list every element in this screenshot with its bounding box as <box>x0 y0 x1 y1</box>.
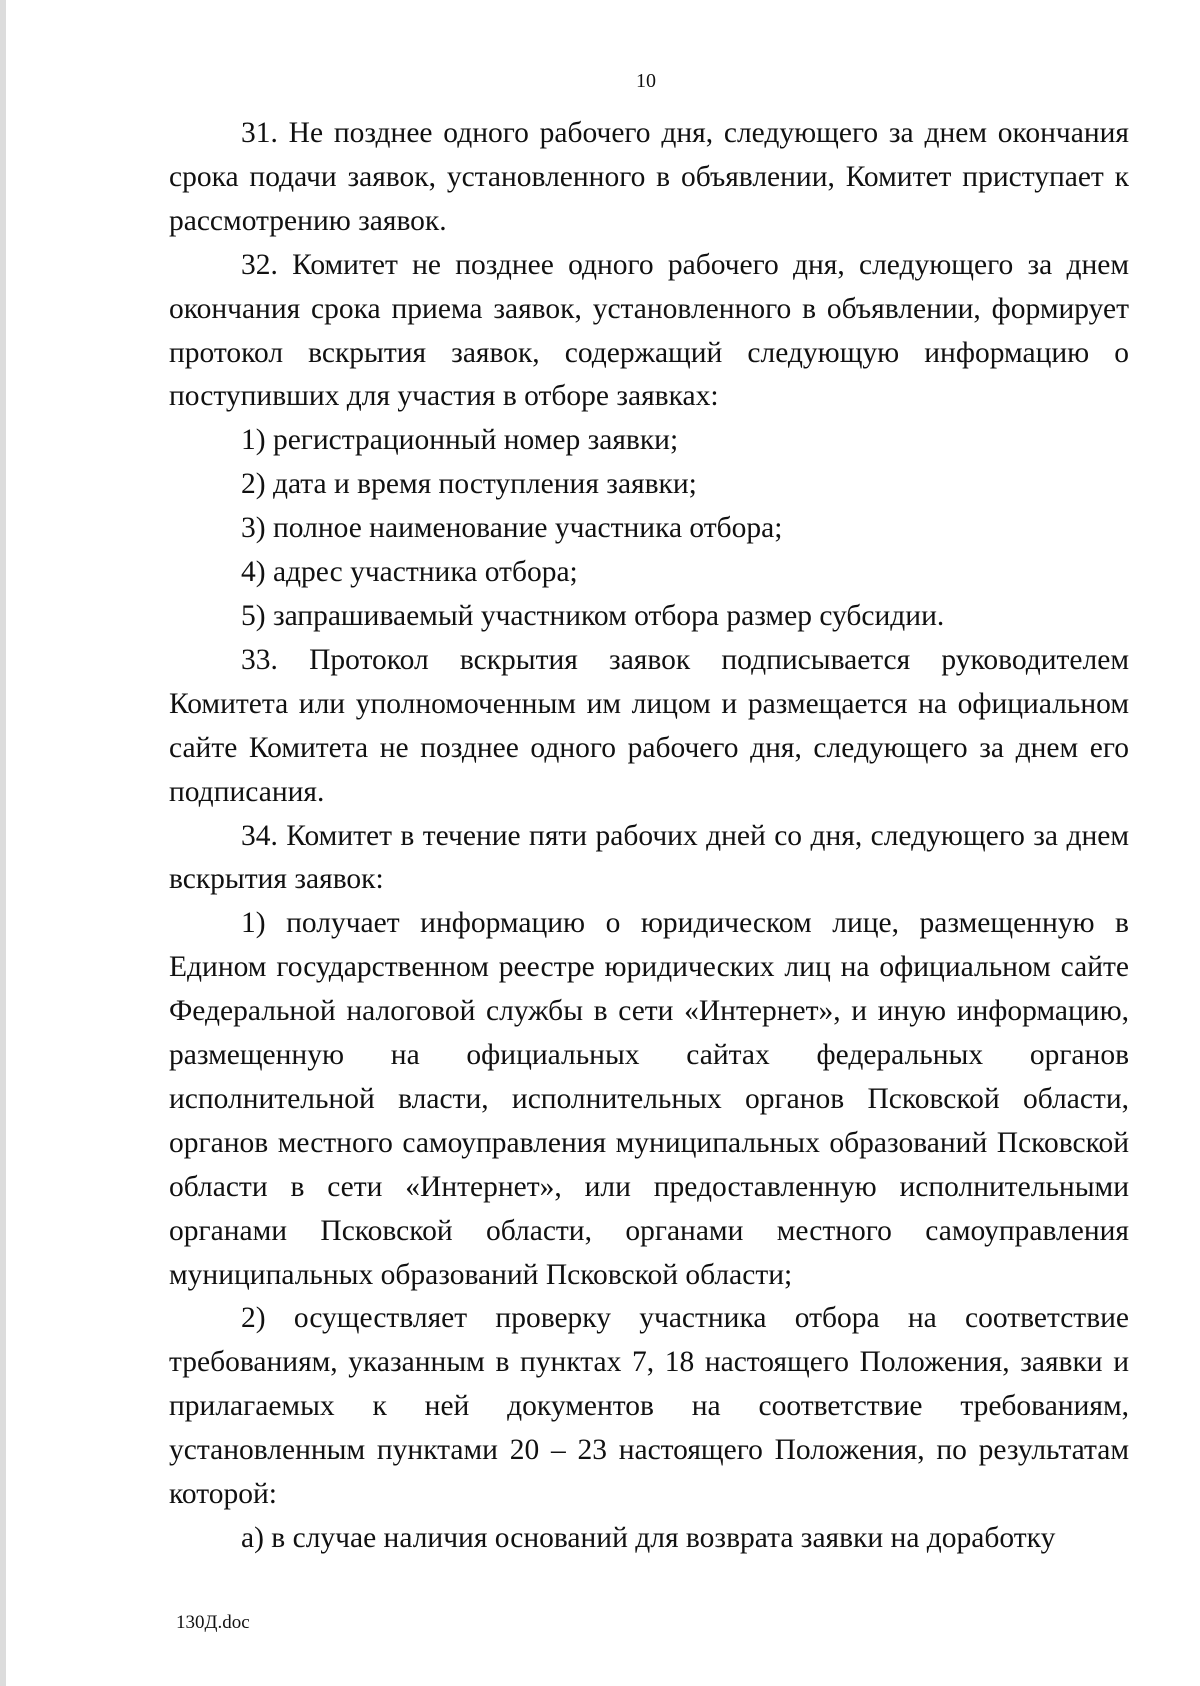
list-item: 4) адрес участника отбора; <box>241 556 578 589</box>
page-number: 10 <box>636 70 656 92</box>
list-item: 5) запрашиваемый участником отбора размер субсидии. <box>241 599 945 632</box>
footer-filename: 130Д.doc <box>176 1612 250 1633</box>
paragraph-34: 34. Комитет в течение пяти рабочих дней со дня, следующего за днем вскрытия заявок: <box>169 819 1129 896</box>
paragraph-32: 32. Комитет не позднее одного рабочего дня, следующего за днем окончания срока приема заявок, установленного в объявлении, формирует протокол вскрытия заявок, содержащий следующую информацию о поступивших для участия в отборе заявках: <box>169 248 1129 413</box>
subparagraph-34-2-a: а) в случае наличия оснований для возврата заявки на доработку <box>241 1522 1056 1554</box>
subparagraph-34-2: 2) осуществляет проверку участника отбора на соответствие требованиям, указанным в пунктах 7, 18 настоящего Положения, заявки и прилагаемых к ней документов на соответствие требованиям, установленным пунктами 20 – 23 настоящего Положения, по результатам которой: <box>169 1302 1129 1511</box>
list-item: 1) регистрационный номер заявки; <box>241 424 679 457</box>
list-item: 2) дата и время поступления заявки; <box>241 468 697 501</box>
subparagraph-34-1: 1) получает информацию о юридическом лице, размещенную в Едином государственном реестре юридических лиц на официальном сайте Федеральной налоговой службы в сети «Интернет», и иную информацию, размещенную на официальных сайтах федеральных органов исполнительной власти, исполнительных органов Псковской области, органов местного самоуправления муниципальных образований Псковской области в сети «Интернет», или предоставленную исполнительными органами Псковской области, органами местного самоуправления муниципальных образований Псковской области; <box>169 907 1129 1291</box>
paragraph-33: 33. Протокол вскрытия заявок подписывается руководителем Комитета или уполномоченным им лицом и размещается на официальном сайте Комитета не позднее одного рабочего дня, следующего за днем его подписания. <box>169 643 1129 808</box>
paragraph-31: 31. Не позднее одного рабочего дня, следующего за днем окончания срока подачи заявок, установленного в объявлении, Комитет приступает к рассмотрению заявок. <box>169 117 1129 237</box>
document-body <box>169 112 1129 1561</box>
list-item: 3) полное наименование участника отбора; <box>241 512 783 545</box>
